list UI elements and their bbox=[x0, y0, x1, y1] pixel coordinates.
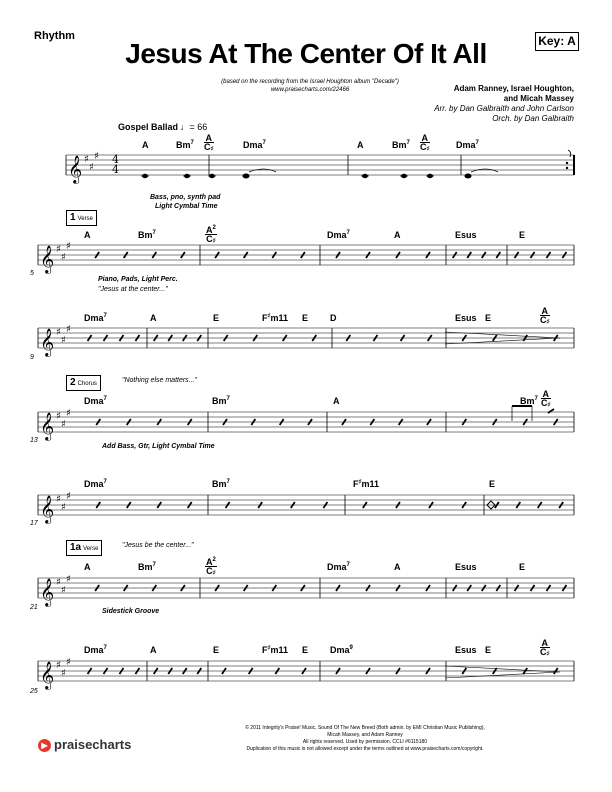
sharp-icon: ♯ bbox=[61, 335, 66, 346]
sharp-icon: ♯ bbox=[84, 154, 89, 165]
chord-e: E bbox=[485, 645, 492, 655]
chord-a-over-csharp: $\frac{A}{C♯}$ bbox=[540, 638, 550, 657]
chord-a: A bbox=[357, 140, 364, 150]
chord-dma7: Dma$^7$ bbox=[327, 230, 350, 240]
sharp-icon: ♯ bbox=[61, 502, 66, 513]
measure-number: 21 bbox=[30, 604, 38, 611]
chord-e: E bbox=[489, 479, 496, 489]
chord-esus: Esus bbox=[455, 562, 477, 572]
chord-a: A bbox=[150, 313, 157, 323]
chord-e: E bbox=[213, 645, 220, 655]
cue-verse-1: Piano, Pads, Light Perc. bbox=[98, 276, 178, 283]
section-verse-1a: 1a Verse bbox=[66, 540, 102, 556]
cue-chorus: Add Bass, Gtr, Light Cymbal Time bbox=[102, 443, 215, 450]
chord-a2-over-csharp: $\frac{A^2}{C♯}$ bbox=[206, 225, 216, 244]
chord-bm7: Bm$^7$ bbox=[176, 140, 194, 150]
chord-e: E bbox=[485, 313, 492, 323]
sharp-icon: ♯ bbox=[66, 491, 71, 502]
chord-fsharp-m11: F♯m11 bbox=[353, 479, 380, 489]
measure-number: 9 bbox=[30, 354, 34, 361]
repeat-bracket bbox=[568, 150, 571, 157]
treble-clef-icon: 𝄞 bbox=[40, 578, 55, 606]
play-icon: ▶ bbox=[38, 739, 51, 752]
copyright-line: Micah Massey, and Adam Ranney bbox=[327, 732, 403, 738]
sharp-icon: ♯ bbox=[66, 241, 71, 252]
note-head bbox=[243, 174, 250, 179]
praisecharts-logo: ▶ praisecharts bbox=[38, 737, 131, 752]
sharp-icon: ♯ bbox=[56, 660, 61, 671]
chord-dma7: Dma$^7$ bbox=[84, 479, 107, 489]
lyric-cue-verse-1a: "Jesus be the center..." bbox=[122, 542, 194, 549]
chord-fsharp-m11: F♯m11 bbox=[262, 645, 289, 655]
chord-esus: Esus bbox=[455, 645, 477, 655]
sharp-icon: ♯ bbox=[56, 244, 61, 255]
repeat-dot bbox=[566, 162, 568, 164]
chord-bm7: Bm$^7$ bbox=[520, 396, 538, 406]
sharp-icon: ♯ bbox=[61, 252, 66, 263]
sharp-icon: ♯ bbox=[66, 324, 71, 335]
sharp-icon: ♯ bbox=[61, 668, 66, 679]
chord-dma7: Dma$^7$ bbox=[456, 140, 479, 150]
chord-a: A bbox=[150, 645, 157, 655]
arranger: Arr. by Dan Galbraith and John Carlson bbox=[434, 104, 574, 113]
chord-a: A bbox=[84, 562, 91, 572]
chord-bm7: Bm$^7$ bbox=[138, 230, 156, 240]
cue-verse-1a: Sidestick Groove bbox=[102, 608, 160, 615]
chord-d: D bbox=[330, 313, 337, 323]
copyright-line: © 2011 Integrity's Praise! Music, Sound Of The New Breed (Both admin. by EMI Christian Music Publishing), bbox=[245, 725, 485, 731]
chord-a2-over-csharp: $\frac{A^2}{C♯}$ bbox=[206, 557, 216, 576]
chord-dma7: Dma$^7$ bbox=[327, 562, 350, 572]
chord-e: E bbox=[213, 313, 220, 323]
cue-intro-2: Light Cymbal Time bbox=[155, 203, 218, 210]
section-chorus: 2 Chorus bbox=[66, 375, 101, 391]
sharp-icon: ♯ bbox=[89, 162, 94, 173]
chord-dma7: Dma$^7$ bbox=[84, 645, 107, 655]
based-on-text: (based on the recording from the Israel Houghton album "Decade") bbox=[221, 79, 399, 85]
note-head bbox=[465, 174, 472, 179]
cue-intro-1: Bass, pno, synth pad bbox=[150, 194, 221, 201]
chord-dma7: Dma$^7$ bbox=[84, 313, 107, 323]
copyright bbox=[145, 725, 585, 753]
chart-url: www.praisecharts.com/22466 bbox=[270, 87, 350, 93]
measure-number: 5 bbox=[30, 270, 34, 277]
repeat-dot bbox=[566, 167, 568, 169]
time-signature-icon: 4 bbox=[112, 163, 119, 176]
copyright-line: All rights reserved. Used by permission. CCLI #6115180 bbox=[302, 739, 428, 745]
chord-esus: Esus bbox=[455, 230, 477, 240]
sharp-icon: ♯ bbox=[66, 657, 71, 668]
chord-bm7: Bm$^7$ bbox=[212, 479, 230, 489]
treble-clef-icon: 𝄞 bbox=[40, 245, 55, 273]
treble-clef-icon: 𝄞 bbox=[40, 412, 55, 440]
copyright-line: Duplication of this music is not allowed except under the terms outlined at www.praisecharts.com/copyright. bbox=[246, 746, 484, 752]
sharp-icon: ♯ bbox=[56, 411, 61, 422]
sharp-icon: ♯ bbox=[61, 419, 66, 430]
chord-bm7: Bm$^7$ bbox=[392, 140, 410, 150]
chord-a-over-csharp: $\frac{A}{C♯}$ bbox=[540, 306, 550, 325]
authors-2: and Micah Massey bbox=[503, 94, 574, 103]
sharp-icon: ♯ bbox=[56, 327, 61, 338]
sharp-icon: ♯ bbox=[61, 585, 66, 596]
tie bbox=[471, 169, 498, 172]
chord-a: A bbox=[394, 230, 401, 240]
sharp-icon: ♯ bbox=[56, 577, 61, 588]
chord-a: A bbox=[394, 562, 401, 572]
chord-dma7: Dma$^7$ bbox=[243, 140, 266, 150]
chord-dma7: Dma$^7$ bbox=[84, 396, 107, 406]
key-box: Key: A bbox=[535, 32, 579, 51]
chord-fsharp-m11: F♯m11 bbox=[262, 313, 289, 323]
sharp-icon: ♯ bbox=[56, 494, 61, 505]
treble-clef-icon: 𝄞 bbox=[40, 328, 55, 356]
chord-a-over-csharp: $\frac{A}{C♯}$ bbox=[204, 133, 214, 152]
sharp-icon: ♯ bbox=[66, 408, 71, 419]
measure-number: 17 bbox=[30, 520, 38, 527]
chord-a-over-csharp: $\frac{A}{C♯}$ bbox=[420, 133, 430, 152]
chord-e: E bbox=[519, 230, 526, 240]
tempo-style: Gospel Ballad bbox=[118, 122, 179, 132]
chord-dma9: Dma$^9$ bbox=[330, 645, 353, 655]
sharp-icon: ♯ bbox=[66, 574, 71, 585]
time-signature-icon: 4 bbox=[112, 153, 119, 166]
chord-a: A bbox=[84, 230, 91, 240]
lyric-cue-verse-1: "Jesus at the center..." bbox=[98, 286, 168, 293]
chord-bm7: Bm$^7$ bbox=[212, 396, 230, 406]
authors: Adam Ranney, Israel Houghton, bbox=[453, 84, 574, 93]
chord-e: E bbox=[302, 313, 309, 323]
treble-clef-icon: 𝄞 bbox=[40, 661, 55, 689]
measure-number: 25 bbox=[30, 688, 38, 695]
treble-clef-icon: 𝄞 bbox=[68, 155, 83, 183]
tie bbox=[249, 169, 276, 172]
measure-number: 13 bbox=[30, 437, 38, 444]
chord-a: A bbox=[333, 396, 340, 406]
orchestrator: Orch. by Dan Galbraith bbox=[492, 114, 574, 123]
section-verse-1: 1 Verse bbox=[66, 210, 97, 226]
song-title: Jesus At The Center Of It All bbox=[125, 38, 487, 69]
sharp-icon: ♯ bbox=[94, 151, 99, 162]
part-name: Rhythm bbox=[34, 30, 75, 42]
chord-bm7: Bm$^7$ bbox=[138, 562, 156, 572]
tempo-bpm: = 66 bbox=[189, 122, 208, 132]
rhythm-slash bbox=[548, 409, 554, 413]
chord-a-over-csharp: $\frac{A}{C♯}$ bbox=[541, 389, 551, 408]
treble-clef-icon: 𝄞 bbox=[40, 495, 55, 523]
chord-esus: Esus bbox=[455, 313, 477, 323]
chord-e: E bbox=[519, 562, 526, 572]
lyric-cue-chorus: "Nothing else matters..." bbox=[122, 377, 198, 384]
chord-e: E bbox=[302, 645, 309, 655]
chord-a: A bbox=[142, 140, 149, 150]
quarter-note-icon: ♩ bbox=[180, 122, 190, 132]
